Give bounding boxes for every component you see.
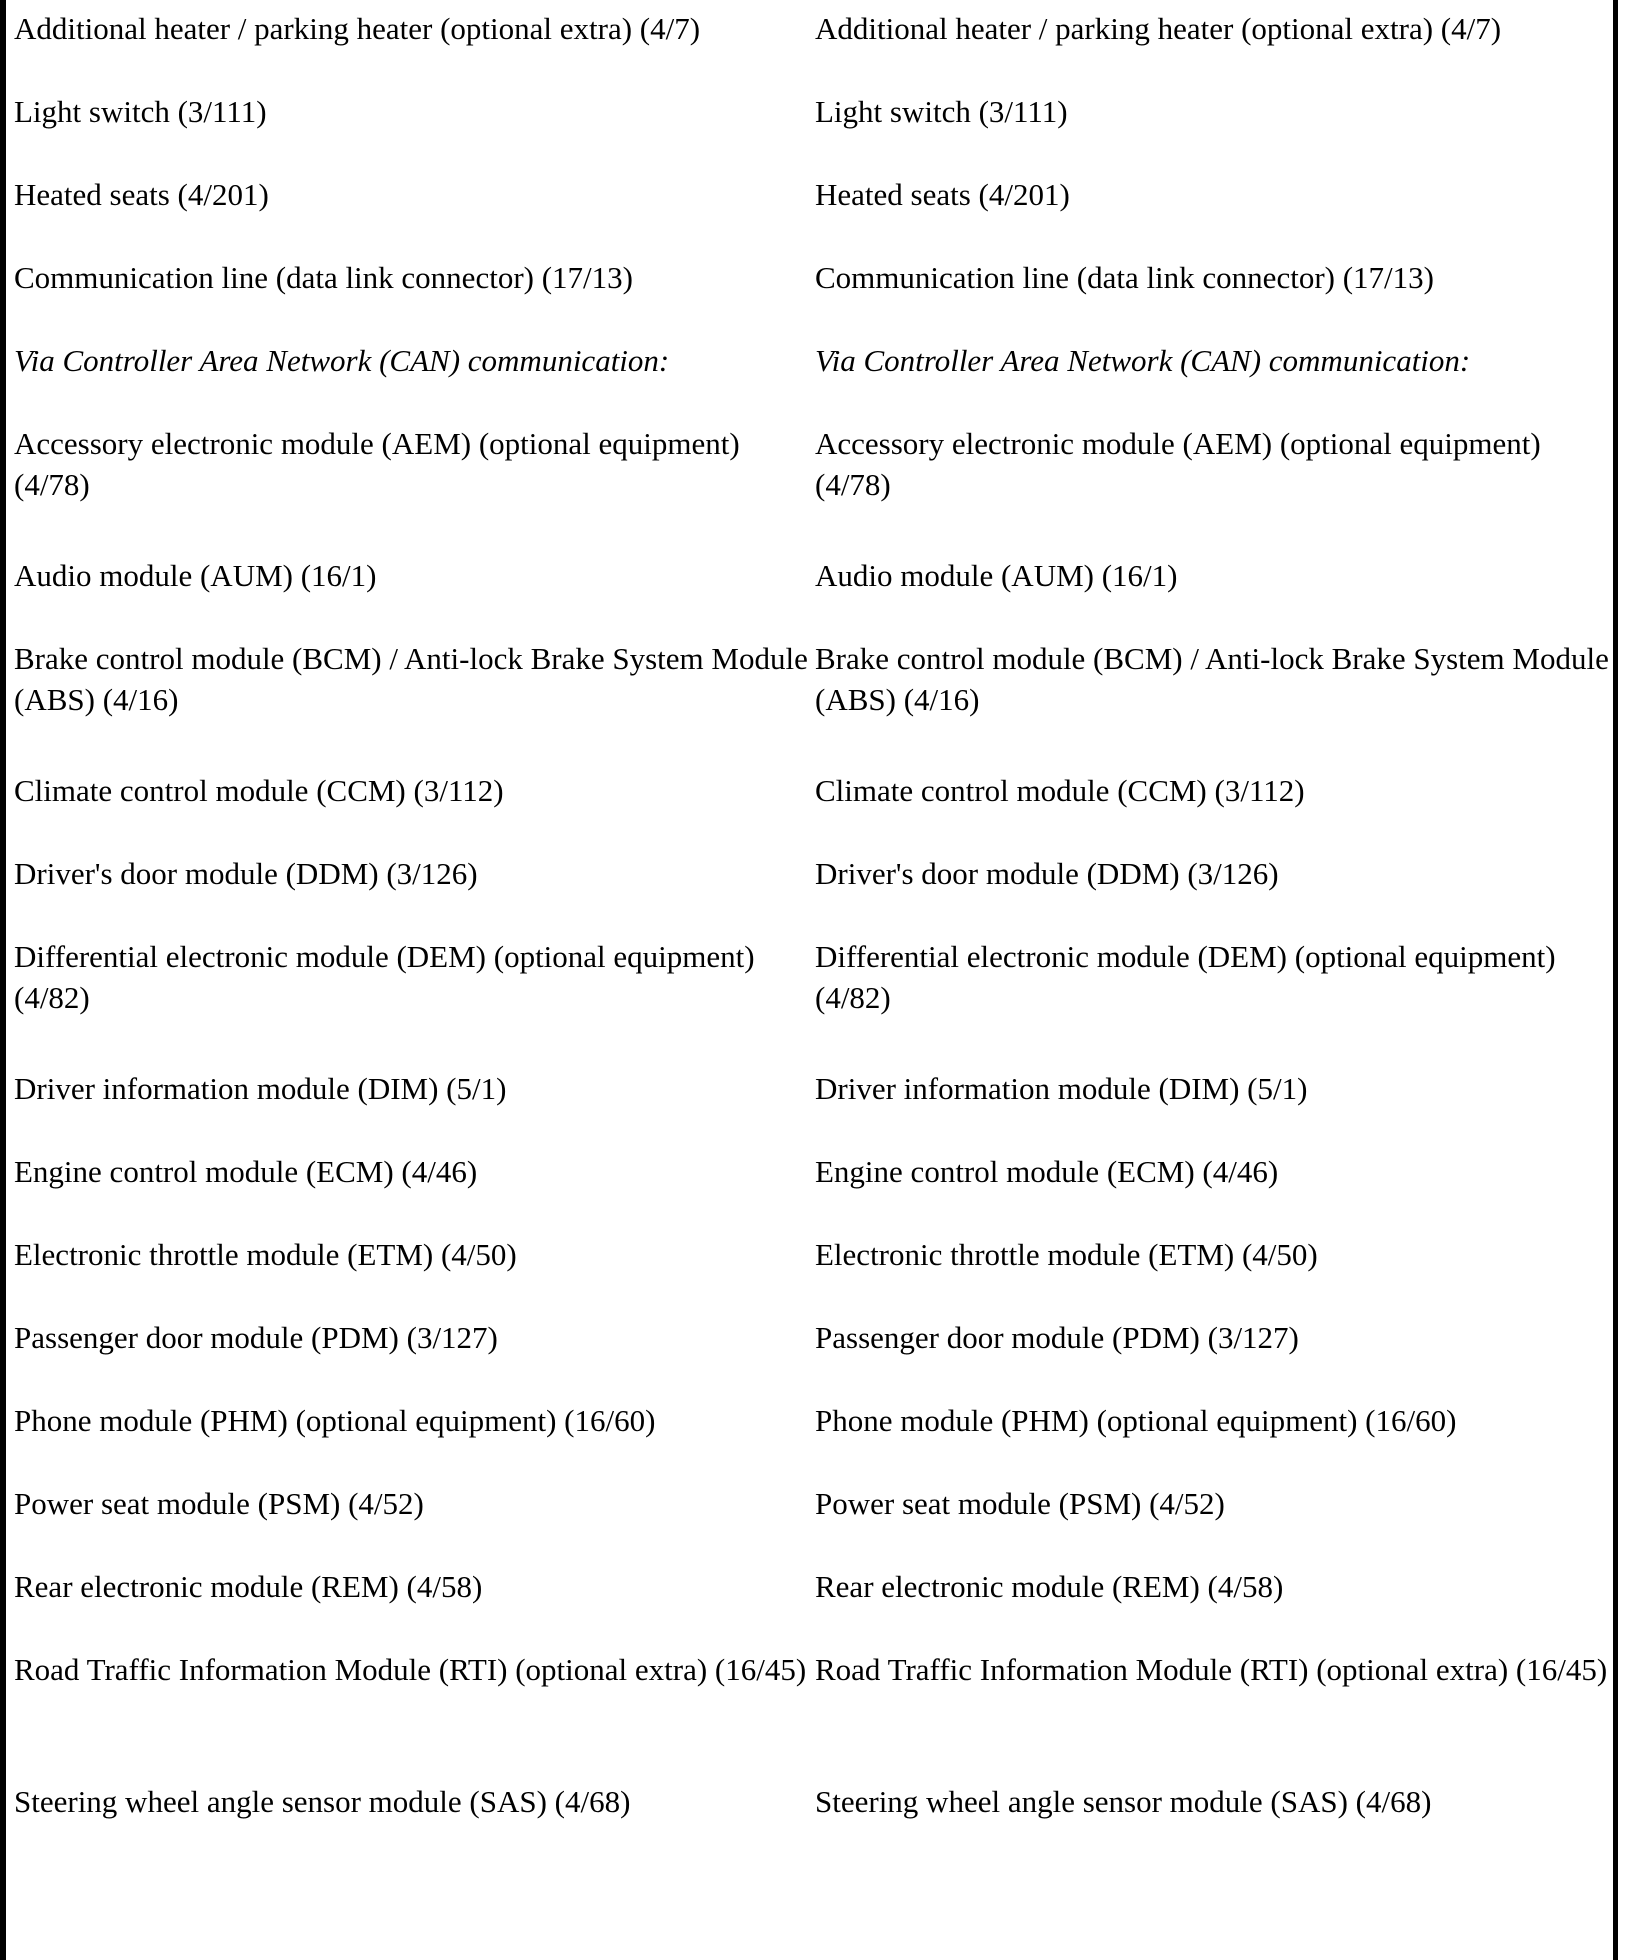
- table-cell-left: Rear electronic module (REM) (4/58): [14, 1569, 483, 1604]
- table-row: [14, 1558, 1613, 1641]
- table-cell-right: Engine control module (ECM) (4/46): [815, 1154, 1279, 1189]
- table-row: [14, 1392, 1613, 1475]
- table-row-section-heading: [14, 332, 1613, 415]
- table-row: [14, 166, 1613, 249]
- table-row: [14, 845, 1613, 928]
- table-cell-left: Driver's door module (DDM) (3/126): [14, 856, 478, 891]
- table-cell-left: Phone module (PHM) (optional equipment) (16/60): [14, 1403, 656, 1438]
- table-row: [14, 1143, 1613, 1226]
- table-cell-left: Audio module (AUM) (16/1): [14, 558, 377, 593]
- table-cell-left: Road Traffic Information Module (RTI) (optional extra) (16/45): [14, 1652, 807, 1687]
- table-cell-left: Communication line (data link connector) (17/13): [14, 260, 633, 295]
- table-row: [14, 762, 1613, 845]
- table-cell-right: Driver's door module (DDM) (3/126): [815, 856, 1279, 891]
- section-heading-left: Via Controller Area Network (CAN) communication:: [14, 343, 670, 378]
- right-border-rule: [1613, 0, 1618, 1960]
- table-cell-left: Climate control module (CCM) (3/112): [14, 773, 504, 808]
- table-cell-right: Additional heater / parking heater (optional extra) (4/7): [815, 11, 1502, 46]
- table-cell-left: Differential electronic module (DEM) (optional equipment) (4/82): [14, 939, 755, 1015]
- table-cell-left: Driver information module (DIM) (5/1): [14, 1071, 507, 1106]
- table-cell-left: Light switch (3/111): [14, 94, 267, 129]
- table-row: [14, 1060, 1613, 1143]
- table-cell-left: Steering wheel angle sensor module (SAS) (4/68): [14, 1784, 631, 1819]
- table-row: [14, 928, 1613, 1060]
- table-cell-right: Audio module (AUM) (16/1): [815, 558, 1178, 593]
- table-row: [14, 0, 1613, 83]
- table-cell-left: Power seat module (PSM) (4/52): [14, 1486, 424, 1521]
- table-cell-right: Power seat module (PSM) (4/52): [815, 1486, 1225, 1521]
- table-cell-right: Brake control module (BCM) / Anti-lock Brake System Module (ABS) (4/16): [815, 641, 1609, 717]
- table-cell-right: Passenger door module (PDM) (3/127): [815, 1320, 1299, 1355]
- table-cell-right: Communication line (data link connector) (17/13): [815, 260, 1434, 295]
- table-row: [14, 1475, 1613, 1558]
- table-row: [14, 249, 1613, 332]
- table-row: [14, 630, 1613, 762]
- table-cell-right: Climate control module (CCM) (3/112): [815, 773, 1305, 808]
- table-cell-right: Heated seats (4/201): [815, 177, 1070, 212]
- table-cell-right: Steering wheel angle sensor module (SAS) (4/68): [815, 1784, 1432, 1819]
- table-cell-left: Additional heater / parking heater (optional extra) (4/7): [14, 11, 701, 46]
- section-heading-right: Via Controller Area Network (CAN) communication:: [815, 343, 1471, 378]
- table-row: [14, 547, 1613, 630]
- table-cell-right: Driver information module (DIM) (5/1): [815, 1071, 1308, 1106]
- table-row: [14, 1641, 1613, 1773]
- table-cell-right: Phone module (PHM) (optional equipment) (16/60): [815, 1403, 1457, 1438]
- table-row: [14, 415, 1613, 547]
- table-row: [14, 1773, 1613, 1856]
- table-cell-right: Accessory electronic module (AEM) (optional equipment) (4/78): [815, 426, 1541, 502]
- table-cell-right: Electronic throttle module (ETM) (4/50): [815, 1237, 1318, 1272]
- table-cell-left: Brake control module (BCM) / Anti-lock Brake System Module (ABS) (4/16): [14, 641, 808, 717]
- left-border-rule: [0, 0, 6, 1960]
- table-cell-right: Rear electronic module (REM) (4/58): [815, 1569, 1284, 1604]
- component-table: [14, 0, 1613, 1856]
- table-cell-left: Electronic throttle module (ETM) (4/50): [14, 1237, 517, 1272]
- table-row: [14, 1226, 1613, 1309]
- table-cell-left: Heated seats (4/201): [14, 177, 269, 212]
- table-cell-left: Accessory electronic module (AEM) (optional equipment) (4/78): [14, 426, 740, 502]
- table-cell-left: Passenger door module (PDM) (3/127): [14, 1320, 498, 1355]
- table-cell-right: Light switch (3/111): [815, 94, 1068, 129]
- table-row: [14, 83, 1613, 166]
- table-cell-right: Road Traffic Information Module (RTI) (optional extra) (16/45): [815, 1652, 1608, 1687]
- table-cell-right: Differential electronic module (DEM) (optional equipment) (4/82): [815, 939, 1556, 1015]
- table-cell-left: Engine control module (ECM) (4/46): [14, 1154, 478, 1189]
- table-row: [14, 1309, 1613, 1392]
